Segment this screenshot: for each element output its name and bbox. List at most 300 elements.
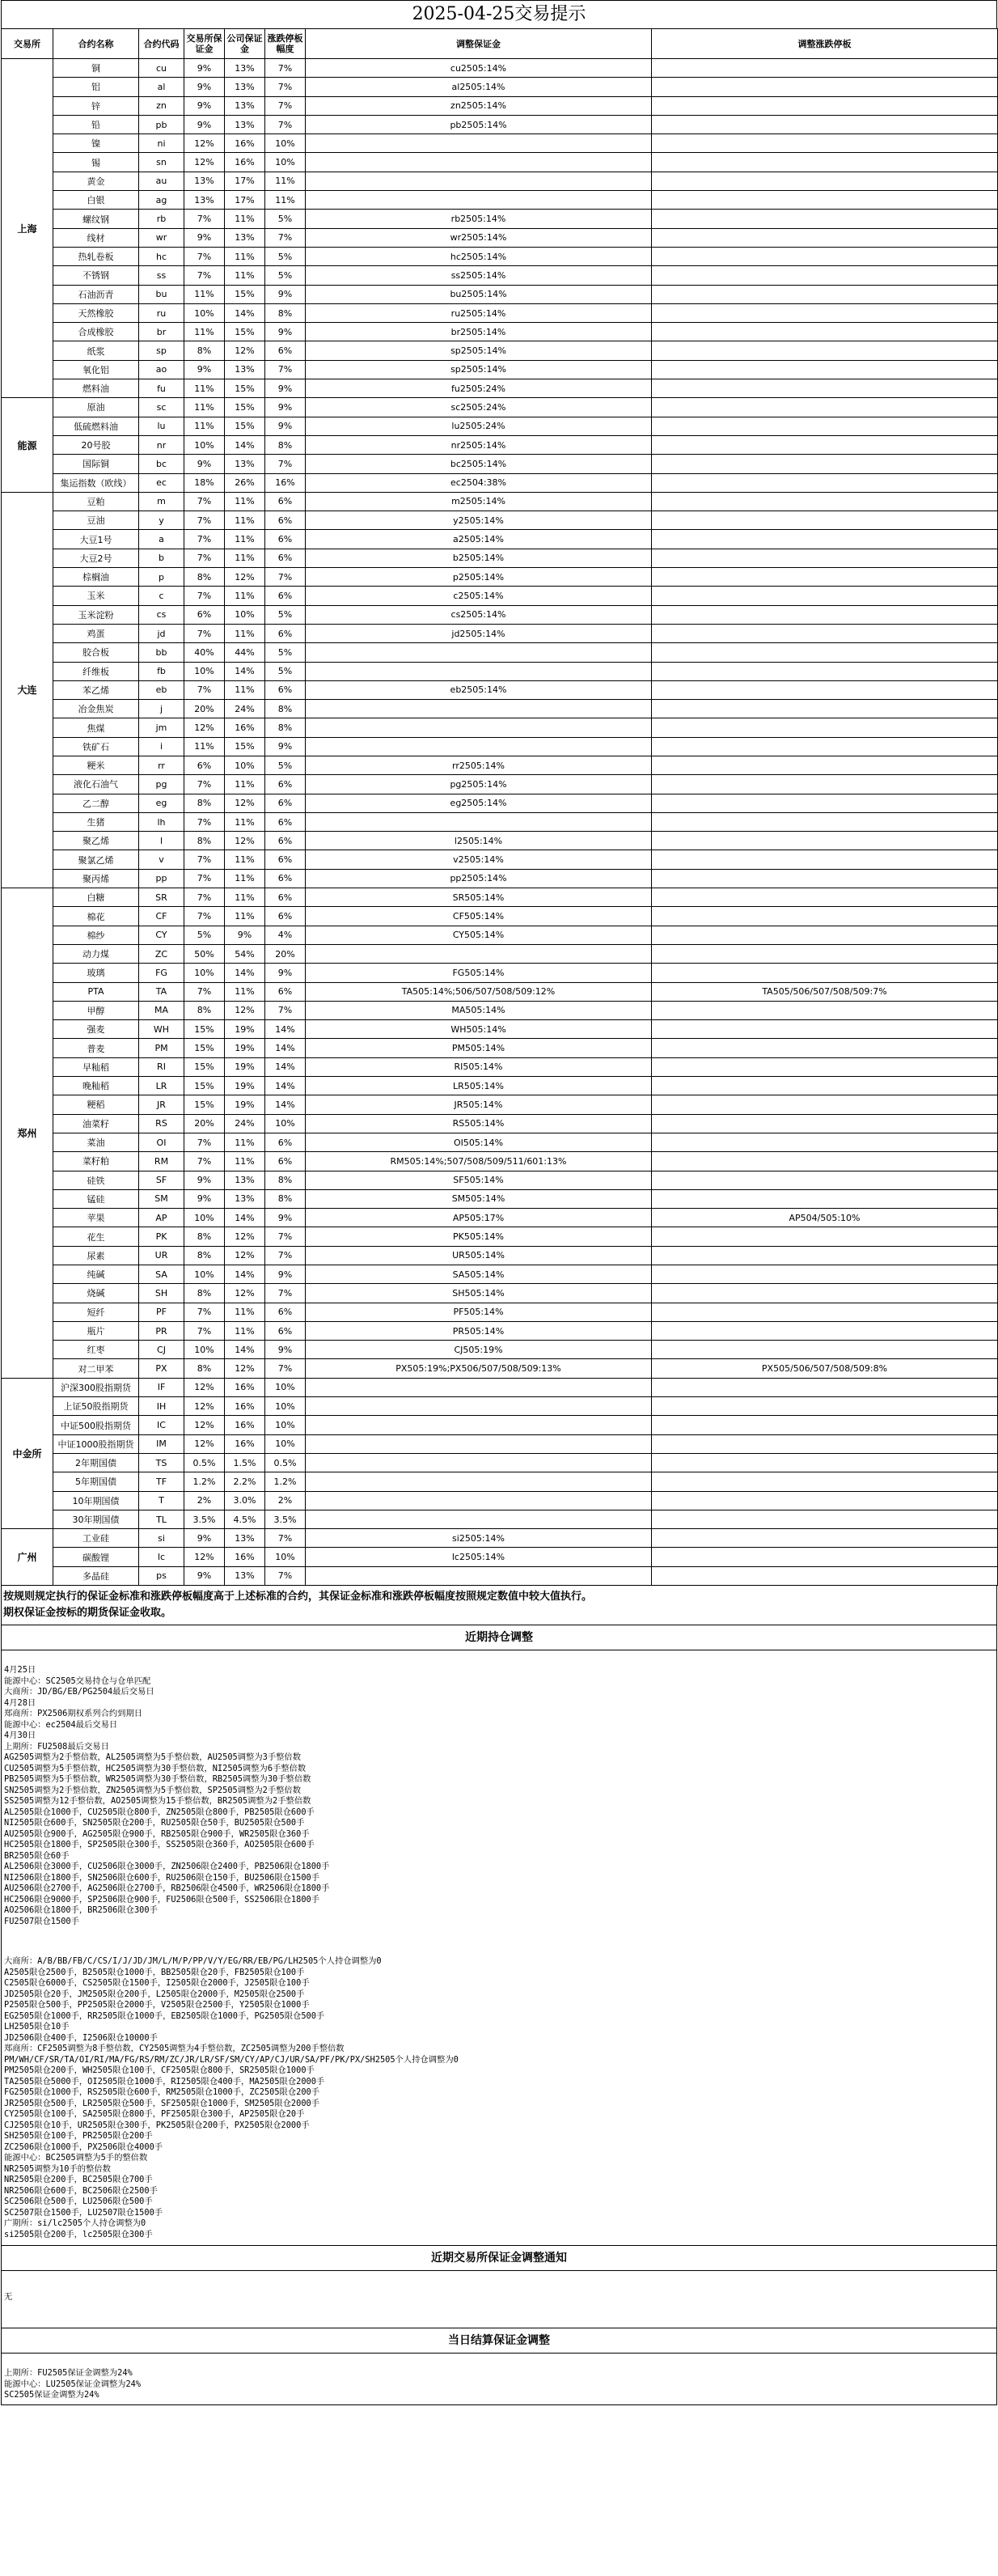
- margin-adjust: JR505:14%: [306, 1095, 652, 1114]
- limit-range: 8%: [265, 435, 306, 454]
- limit-adjust: [652, 1548, 998, 1566]
- limit-range: 1.2%: [265, 1472, 306, 1491]
- limit-adjust: [652, 1114, 998, 1133]
- company-margin: 19%: [225, 1077, 265, 1095]
- contract-name: 低硫燃料油: [53, 417, 139, 435]
- limit-adjust: [652, 210, 998, 228]
- table-row: [2, 1359, 998, 1378]
- limit-adjust: [652, 680, 998, 699]
- limit-adjust: [652, 1416, 998, 1434]
- text-line: NR2505限仓200手，BC2505限仓700手: [4, 2175, 153, 2185]
- contract-code: PK: [139, 1227, 184, 1246]
- limit-adjust: [652, 1303, 998, 1321]
- text-line: BR2505限仓60手: [4, 1850, 70, 1861]
- company-margin: 44%: [225, 643, 265, 662]
- margin-adjust: SA505:14%: [306, 1265, 652, 1284]
- company-margin: 19%: [225, 1039, 265, 1057]
- contract-code: TF: [139, 1472, 184, 1491]
- company-margin: 11%: [225, 266, 265, 285]
- contract-name: 上证50股指期货: [53, 1397, 139, 1416]
- limit-range: 14%: [265, 1039, 306, 1057]
- limit-adjust: [652, 417, 998, 435]
- text-line: C2505限仓6000手，CS2505限仓1500手，I2505限仓2000手，J2505限仓100手: [4, 1978, 310, 1989]
- table-row: [2, 1321, 998, 1340]
- limit-range: 5%: [265, 756, 306, 774]
- text-line: AO2506限仓1800手，BR2506限仓300手: [4, 1905, 158, 1916]
- column-header: 调整涨跌停板: [652, 29, 998, 59]
- contract-code: SA: [139, 1265, 184, 1284]
- limit-adjust: [652, 1378, 998, 1396]
- contract-code: i: [139, 737, 184, 756]
- table-row: [2, 172, 998, 190]
- limit-adjust: [652, 587, 998, 605]
- text-line: PM/WH/CF/SR/TA/OI/RI/MA/FG/RS/RM/ZC/JR/LR/SF/SM/CY/AP/CJ/UR/SA/PF/PK/PX/SH2505个人持仓调整为0: [4, 2054, 459, 2065]
- limit-range: 9%: [265, 737, 306, 756]
- table-row: [2, 1416, 998, 1434]
- contract-code: lh: [139, 812, 184, 831]
- margin-adjust: eg2505:14%: [306, 794, 652, 812]
- table-row: [2, 210, 998, 228]
- limit-adjust: [652, 643, 998, 662]
- exchange-margin: 12%: [184, 1548, 225, 1566]
- limit-adjust: [652, 1171, 998, 1189]
- contract-code: pb: [139, 115, 184, 133]
- contract-code: IM: [139, 1434, 184, 1453]
- margin-adjust: [306, 191, 652, 210]
- margin-adjust: pg2505:14%: [306, 775, 652, 794]
- contract-code: LR: [139, 1077, 184, 1095]
- limit-adjust: [652, 1453, 998, 1472]
- limit-adjust: [652, 1095, 998, 1114]
- exchange-margin: 7%: [184, 1133, 225, 1151]
- limit-adjust: [652, 1566, 998, 1585]
- exchange-margin: 10%: [184, 1209, 225, 1227]
- column-header: 交易所: [2, 29, 53, 59]
- contract-name: 锰硅: [53, 1189, 139, 1208]
- exchange-margin: 7%: [184, 266, 225, 285]
- limit-adjust: [652, 850, 998, 869]
- text-line: EG2505限仓1000手，RR2505限仓1000手，EB2505限仓1000手，PG2505限仓500手: [4, 2010, 325, 2021]
- exchange-margin: 7%: [184, 869, 225, 888]
- limit-range: 7%: [265, 360, 306, 379]
- margin-adjust: v2505:14%: [306, 850, 652, 869]
- contract-name: 燃料油: [53, 379, 139, 398]
- text-line: HC2506限仓9000手，SP2506限仓900手，FU2506限仓500手，SS2506限仓1800手: [4, 1894, 320, 1904]
- column-header: 调整保证金: [306, 29, 652, 59]
- contract-name: 多晶硅: [53, 1566, 139, 1585]
- exchange-margin: 7%: [184, 982, 225, 1001]
- text-line: 4月28日: [4, 1697, 36, 1708]
- company-margin: 3.0%: [225, 1491, 265, 1510]
- limit-range: 14%: [265, 1020, 306, 1039]
- contract-code: TS: [139, 1453, 184, 1472]
- company-margin: 54%: [225, 944, 265, 963]
- contract-name: 白糖: [53, 888, 139, 907]
- table-row: [2, 812, 998, 831]
- contract-name: 大豆1号: [53, 530, 139, 549]
- margin-adjust: UR505:14%: [306, 1246, 652, 1265]
- margin-adjust: SM505:14%: [306, 1189, 652, 1208]
- limit-adjust: [652, 96, 998, 115]
- company-margin: 13%: [225, 1171, 265, 1189]
- notice-section-title: 近期交易所保证金调整通知: [1, 2245, 997, 2271]
- contract-code: zn: [139, 96, 184, 115]
- table-row: [2, 605, 998, 624]
- exchange-margin: 7%: [184, 492, 225, 511]
- contract-code: CY: [139, 926, 184, 944]
- contract-name: 热轧卷板: [53, 247, 139, 265]
- limit-adjust: [652, 1227, 998, 1246]
- company-margin: 13%: [225, 360, 265, 379]
- table-row: [2, 662, 998, 680]
- table-row: [2, 266, 998, 285]
- company-margin: 14%: [225, 1209, 265, 1227]
- column-header: 合约代码: [139, 29, 184, 59]
- limit-range: 10%: [265, 1397, 306, 1416]
- contract-code: CJ: [139, 1341, 184, 1359]
- limit-range: 10%: [265, 1114, 306, 1133]
- text-line: 能源中心：LU2505保证金调整为24%: [4, 2379, 142, 2389]
- exchange-margin: 9%: [184, 96, 225, 115]
- company-margin: 17%: [225, 172, 265, 190]
- contract-code: RS: [139, 1114, 184, 1133]
- company-margin: 9%: [225, 926, 265, 944]
- exchange-margin: 11%: [184, 737, 225, 756]
- contract-name: 白银: [53, 191, 139, 210]
- table-row: [2, 737, 998, 756]
- table-row: [2, 492, 998, 511]
- contract-name: 5年期国债: [53, 1472, 139, 1491]
- position-section-title: 近期持仓调整: [1, 1625, 997, 1650]
- exchange-margin: 7%: [184, 530, 225, 549]
- table-row: [2, 228, 998, 247]
- text-line: 能源中心：SC2505交易持仓与仓单匹配: [4, 1676, 151, 1686]
- contract-code: PF: [139, 1303, 184, 1321]
- text-line: 大商所：JD/BG/EB/PG2504最后交易日: [4, 1687, 154, 1697]
- contract-code: bu: [139, 285, 184, 303]
- contract-name: 工业硅: [53, 1529, 139, 1548]
- limit-adjust: [652, 832, 998, 850]
- limit-adjust: [652, 1434, 998, 1453]
- text-line: HC2505限仓1800手，SP2505限仓300手，SS2505限仓360手，AO2505限仓600手: [4, 1840, 315, 1850]
- note-line: 期权保证金按标的期货保证金收取。: [3, 1607, 172, 1620]
- contract-code: sn: [139, 153, 184, 172]
- table-row: [2, 907, 998, 926]
- company-margin: 11%: [225, 530, 265, 549]
- contract-name: 对二甲苯: [53, 1359, 139, 1378]
- limit-adjust: [652, 812, 998, 831]
- contract-name: 生猪: [53, 812, 139, 831]
- exchange-margin: 6%: [184, 605, 225, 624]
- table-row: [2, 700, 998, 718]
- company-margin: 14%: [225, 1341, 265, 1359]
- company-margin: 4.5%: [225, 1510, 265, 1528]
- table-row: [2, 1341, 998, 1359]
- table-row: [2, 379, 998, 398]
- margin-adjust: m2505:14%: [306, 492, 652, 511]
- exchange-margin: 7%: [184, 812, 225, 831]
- company-margin: 10%: [225, 756, 265, 774]
- company-margin: 14%: [225, 435, 265, 454]
- limit-adjust: [652, 172, 998, 190]
- limit-range: 9%: [265, 964, 306, 982]
- contract-name: 黄金: [53, 172, 139, 190]
- contract-name: 碳酸锂: [53, 1548, 139, 1566]
- table-row: [2, 1472, 998, 1491]
- margin-adjust: AP505:17%: [306, 1209, 652, 1227]
- margin-adjust: CF505:14%: [306, 907, 652, 926]
- text-line: PB2505调整为5手整倍数，WR2505调整为30手整倍数，RB2505调整为30手整倍数: [4, 1774, 311, 1785]
- limit-adjust: [652, 435, 998, 454]
- margin-adjust: cu2505:14%: [306, 59, 652, 78]
- table-row: [2, 944, 998, 963]
- exchange-name: 郑州: [2, 888, 53, 1379]
- contract-name: 国际铜: [53, 455, 139, 473]
- limit-adjust: [652, 1001, 998, 1019]
- margin-adjust: ru2505:14%: [306, 303, 652, 322]
- table-row: [2, 794, 998, 812]
- margin-adjust: rr2505:14%: [306, 756, 652, 774]
- exchange-margin: 11%: [184, 379, 225, 398]
- contract-name: 强麦: [53, 1020, 139, 1039]
- margin-adjust: [306, 172, 652, 190]
- text-line: 上期所：FU2505保证金调整为24%: [4, 2368, 133, 2379]
- text-line: 4月25日: [4, 1665, 36, 1676]
- text-line: FG2505限仓1000手，RS2505限仓600手，RM2505限仓1000手，ZC2505限仓200手: [4, 2087, 320, 2098]
- table-row: [2, 1171, 998, 1189]
- limit-range: 9%: [265, 1265, 306, 1284]
- limit-range: 5%: [265, 662, 306, 680]
- exchange-margin: 40%: [184, 643, 225, 662]
- limit-adjust: [652, 662, 998, 680]
- limit-adjust: [652, 964, 998, 982]
- table-row: [2, 1397, 998, 1416]
- exchange-margin: 12%: [184, 134, 225, 153]
- contract-name: 普麦: [53, 1039, 139, 1057]
- margin-adjust: al2505:14%: [306, 78, 652, 96]
- contract-name: 锌: [53, 96, 139, 115]
- company-margin: 1.5%: [225, 1453, 265, 1472]
- company-margin: 16%: [225, 1434, 265, 1453]
- contract-name: 液化石油气: [53, 775, 139, 794]
- contract-name: 玉米淀粉: [53, 605, 139, 624]
- limit-range: 2%: [265, 1491, 306, 1510]
- table-row: [2, 568, 998, 587]
- contract-name: 乙二醇: [53, 794, 139, 812]
- exchange-margin: 7%: [184, 850, 225, 869]
- company-margin: 19%: [225, 1020, 265, 1039]
- limit-range: 3.5%: [265, 1510, 306, 1528]
- limit-adjust: [652, 492, 998, 511]
- limit-adjust: [652, 530, 998, 549]
- limit-adjust: [652, 700, 998, 718]
- exchange-margin: 8%: [184, 341, 225, 360]
- contract-code: IH: [139, 1397, 184, 1416]
- contract-name: 棉纱: [53, 926, 139, 944]
- limit-range: 0.5%: [265, 1453, 306, 1472]
- contract-code: hc: [139, 247, 184, 265]
- limit-range: 6%: [265, 1303, 306, 1321]
- contract-name: 铁矿石: [53, 737, 139, 756]
- limit-adjust: [652, 266, 998, 285]
- limit-range: 6%: [265, 794, 306, 812]
- margin-adjust: OI505:14%: [306, 1133, 652, 1151]
- contract-name: 棕榈油: [53, 568, 139, 587]
- contract-name: 红枣: [53, 1341, 139, 1359]
- text-line: SS2505调整为12手整倍数，AO2505调整为15手整倍数，BR2505调整为2手整倍数: [4, 1796, 311, 1807]
- limit-range: 6%: [265, 624, 306, 642]
- text-line: PM2505限仓200手，WH2505限仓100手，CF2505限仓800手，SR2505限仓1000手: [4, 2065, 315, 2076]
- table-body: [2, 59, 998, 1586]
- contract-code: PX: [139, 1359, 184, 1378]
- page-title: 2025-04-25交易提示: [1, 0, 997, 28]
- contract-code: v: [139, 850, 184, 869]
- column-header: 公司保证金: [225, 29, 265, 59]
- margin-adjust: [306, 153, 652, 172]
- company-margin: 13%: [225, 1529, 265, 1548]
- table-row: [2, 624, 998, 642]
- exchange-margin: 2%: [184, 1491, 225, 1510]
- limit-adjust: [652, 228, 998, 247]
- contract-code: cs: [139, 605, 184, 624]
- table-row: [2, 1529, 998, 1548]
- margin-adjust: [306, 1566, 652, 1585]
- limit-adjust: [652, 323, 998, 341]
- limit-range: 7%: [265, 96, 306, 115]
- limit-range: 5%: [265, 210, 306, 228]
- exchange-margin: 12%: [184, 153, 225, 172]
- margin-adjust: [306, 1378, 652, 1396]
- contract-name: 甲醇: [53, 1001, 139, 1019]
- table-row: [2, 285, 998, 303]
- contract-code: p: [139, 568, 184, 587]
- limit-adjust: [652, 1284, 998, 1303]
- company-margin: 15%: [225, 398, 265, 417]
- table-row: [2, 511, 998, 530]
- exchange-margin: 7%: [184, 247, 225, 265]
- company-margin: 14%: [225, 1265, 265, 1284]
- limit-adjust: [652, 191, 998, 210]
- contract-code: bc: [139, 455, 184, 473]
- exchange-margin: 7%: [184, 1303, 225, 1321]
- exchange-margin: 7%: [184, 775, 225, 794]
- exchange-name: 中金所: [2, 1378, 53, 1528]
- contract-code: al: [139, 78, 184, 96]
- company-margin: 15%: [225, 285, 265, 303]
- margin-adjust: [306, 1491, 652, 1510]
- limit-range: 7%: [265, 78, 306, 96]
- contract-code: lu: [139, 417, 184, 435]
- text-line: 能源中心：BC2505调整为5手的整倍数: [4, 2153, 148, 2163]
- contract-code: MA: [139, 1001, 184, 1019]
- exchange-margin: 7%: [184, 549, 225, 567]
- limit-adjust: [652, 549, 998, 567]
- contract-code: eb: [139, 680, 184, 699]
- contract-name: 集运指数（欧线）: [53, 473, 139, 492]
- limit-range: 6%: [265, 511, 306, 530]
- contract-name: 石油沥青: [53, 285, 139, 303]
- contract-name: 胶合板: [53, 643, 139, 662]
- contract-code: IF: [139, 1378, 184, 1396]
- table-row: [2, 360, 998, 379]
- position-lines: [1, 1650, 997, 1927]
- company-margin: 15%: [225, 417, 265, 435]
- company-margin: 11%: [225, 1321, 265, 1340]
- text-line: JD2505限仓20手，JM2505限仓200手，L2505限仓2000手，M2505限仓2500手: [4, 1989, 305, 1999]
- limit-range: 10%: [265, 1378, 306, 1396]
- limit-adjust: [652, 794, 998, 812]
- text-line: SN2505调整为2手整倍数，ZN2505调整为5手整倍数，SP2505调整为2手整倍数: [4, 1785, 302, 1795]
- contract-name: 油菜籽: [53, 1114, 139, 1133]
- text-line: CJ2505限仓10手，UR2505限仓300手，PK2505限仓200手，PX2505限仓2000手: [4, 2120, 310, 2130]
- limit-adjust: [652, 455, 998, 473]
- contract-code: AP: [139, 1209, 184, 1227]
- table-row: [2, 832, 998, 850]
- text-line: CY2505限仓100手，SA2505限仓800手，PF2505限仓300手，AP2505限仓20手: [4, 2109, 305, 2120]
- exchange-margin: 3.5%: [184, 1510, 225, 1528]
- margin-adjust: [306, 1510, 652, 1528]
- limit-adjust: [652, 926, 998, 944]
- company-margin: 16%: [225, 1397, 265, 1416]
- text-line: P2505限仓500手，PP2505限仓2000手，V2505限仓2500手，Y2505限仓1000手: [4, 2000, 310, 2010]
- limit-range: 6%: [265, 907, 306, 926]
- table-row: [2, 549, 998, 567]
- company-margin: 14%: [225, 303, 265, 322]
- margin-adjust: bu2505:14%: [306, 285, 652, 303]
- company-margin: 19%: [225, 1095, 265, 1114]
- contract-name: 鸡蛋: [53, 624, 139, 642]
- limit-range: 11%: [265, 172, 306, 190]
- margin-adjust: b2505:14%: [306, 549, 652, 567]
- exchange-margin: 8%: [184, 568, 225, 587]
- exchange-margin: 10%: [184, 435, 225, 454]
- contract-name: 菜籽粕: [53, 1152, 139, 1171]
- contract-code: b: [139, 549, 184, 567]
- contract-name: 铝: [53, 78, 139, 96]
- table-row: [2, 680, 998, 699]
- exchange-margin: 15%: [184, 1020, 225, 1039]
- limit-range: 9%: [265, 398, 306, 417]
- margin-adjust: CJ505:19%: [306, 1341, 652, 1359]
- margin-adjust: SH505:14%: [306, 1284, 652, 1303]
- column-header: 合约名称: [53, 29, 139, 59]
- limit-adjust: [652, 568, 998, 587]
- company-margin: 11%: [225, 1303, 265, 1321]
- contract-code: nr: [139, 435, 184, 454]
- company-margin: 19%: [225, 1057, 265, 1076]
- company-margin: 11%: [225, 680, 265, 699]
- table-row: [2, 1227, 998, 1246]
- company-margin: 11%: [225, 850, 265, 869]
- text-line: SC2506限仓500手，LU2506限仓500手: [4, 2197, 153, 2207]
- table-header-row: [2, 29, 998, 59]
- margin-adjust: WH505:14%: [306, 1020, 652, 1039]
- limit-adjust: [652, 473, 998, 492]
- limit-adjust: [652, 1510, 998, 1528]
- contract-name: 花生: [53, 1227, 139, 1246]
- exchange-margin: 15%: [184, 1077, 225, 1095]
- limit-adjust: [652, 1472, 998, 1491]
- table-row: [2, 59, 998, 78]
- text-line: FU2507限仓1500手: [4, 1916, 79, 1926]
- limit-range: 14%: [265, 1095, 306, 1114]
- limit-range: 6%: [265, 587, 306, 605]
- text-line: SH2505限仓100手，PR2505限仓200手: [4, 2131, 153, 2142]
- exchange-margin: 10%: [184, 1265, 225, 1284]
- exchange-margin: 7%: [184, 888, 225, 907]
- margin-adjust: sp2505:14%: [306, 360, 652, 379]
- exchange-margin: 10%: [184, 1341, 225, 1359]
